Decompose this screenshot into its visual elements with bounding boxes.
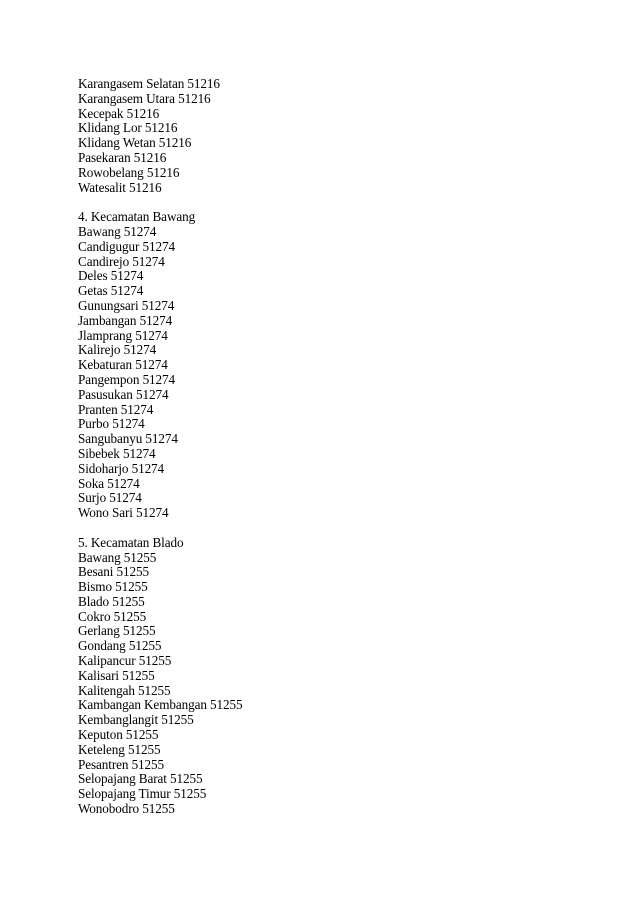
list-item: Jambangan 51274 (78, 312, 173, 328)
list-item: Blado 51255 (78, 593, 145, 609)
list-item: Karangasem Utara 51216 (78, 90, 211, 106)
list-item: Keteleng 51255 (78, 741, 161, 757)
postal-code-list (78, 77, 598, 817)
list-item: Gerlang 51255 (78, 623, 156, 639)
list-item: Gunungsari 51274 (78, 297, 175, 313)
list-item: Wono Sari 51274 (78, 505, 169, 521)
list-item: Gondang 51255 (78, 638, 162, 654)
list-item: Wonobodro 51255 (78, 801, 175, 817)
list-item: Getas 51274 (78, 283, 144, 299)
list-item: Klidang Lor 51216 (78, 120, 178, 136)
list-item: Candirejo 51274 (78, 253, 165, 269)
list-item: Besani 51255 (78, 564, 149, 580)
list-item: Kambangan Kembangan 51255 (78, 697, 243, 713)
blank-line (78, 195, 598, 210)
list-item: Purbo 51274 (78, 416, 145, 432)
list-item: Jlamprang 51274 (78, 327, 168, 343)
list-item: Kalitengah 51255 (78, 682, 171, 698)
section-heading: 5. Kecamatan Blado (78, 534, 184, 550)
list-item: Karangasem Selatan 51216 (78, 76, 220, 91)
list-item: Pesantren 51255 (78, 756, 165, 772)
list-item: Selopajang Barat 51255 (78, 771, 203, 787)
list-item: Keputon 51255 (78, 727, 159, 743)
list-item: Watesalit 51216 (78, 179, 162, 195)
list-item: Candigugur 51274 (78, 238, 175, 254)
list-item: Kembanglangit 51255 (78, 712, 194, 728)
list-item: Bawang 51274 (78, 223, 157, 239)
list-item: Pasusukan 51274 (78, 386, 169, 402)
list-item: Bismo 51255 (78, 579, 148, 595)
list-item: Sangubanyu 51274 (78, 431, 178, 447)
list-item: Sidoharjo 51274 (78, 460, 165, 476)
list-item: Sibebek 51274 (78, 445, 156, 461)
list-item: Klidang Wetan 51216 (78, 135, 192, 151)
list-item: Bawang 51255 (78, 549, 157, 565)
list-item: Rowobelang 51216 (78, 164, 180, 180)
list-item: Pasekaran 51216 (78, 149, 167, 165)
list-item: Selopajang Timur 51255 (78, 786, 207, 802)
blank-line (78, 521, 598, 536)
list-item: Kecepak 51216 (78, 105, 160, 121)
list-item: Pranten 51274 (78, 401, 154, 417)
list-item: Kalipancur 51255 (78, 653, 172, 669)
section-heading: 4. Kecamatan Bawang (78, 209, 196, 225)
list-item: Deles 51274 (78, 268, 144, 284)
list-item: Kebaturan 51274 (78, 357, 168, 373)
list-item: Pangempon 51274 (78, 371, 176, 387)
list-item: Soka 51274 (78, 475, 140, 491)
list-item: Surjo 51274 (78, 490, 142, 506)
list-item: Kalirejo 51274 (78, 342, 157, 358)
list-item: Kalisari 51255 (78, 667, 155, 683)
list-item: Cokro 51255 (78, 608, 147, 624)
